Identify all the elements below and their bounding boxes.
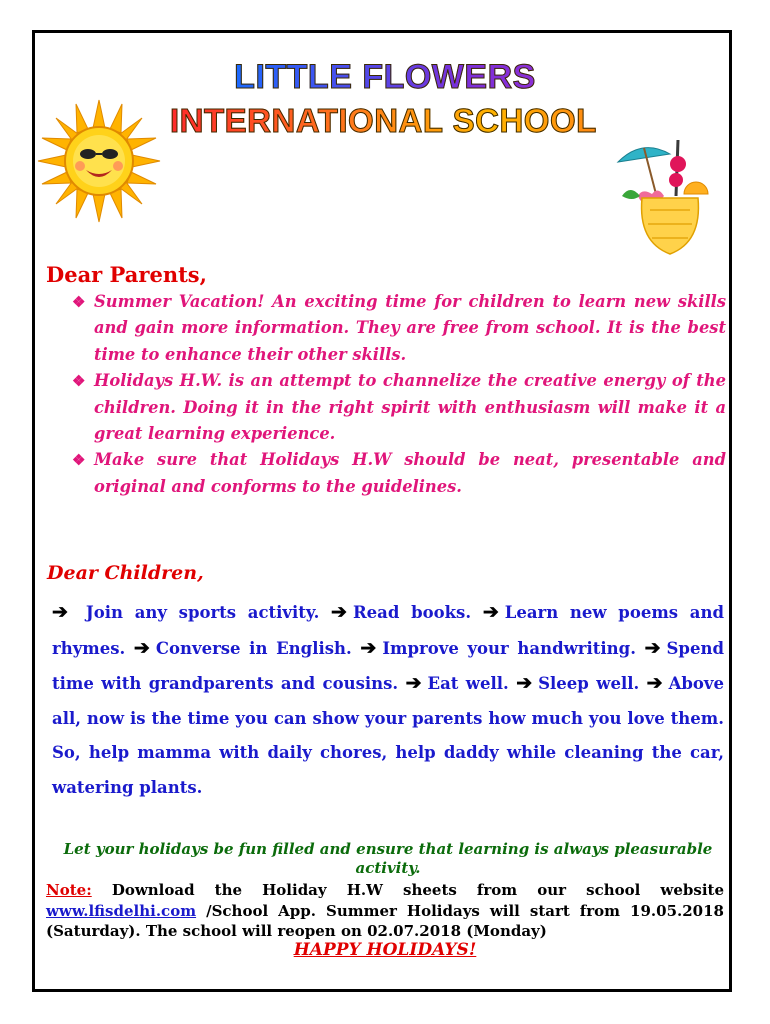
- right-arrow-icon: ➔: [133, 636, 150, 659]
- right-arrow-icon: ➔: [52, 601, 68, 623]
- diamond-bullet-icon: ❖: [72, 372, 86, 391]
- bullet-text: Make sure that Holidays H.W should be neat, presentable and original and conforms to the guidelines.: [94, 450, 726, 496]
- list-item: [70, 447, 726, 500]
- activity-text: Learn new poems and rhymes.: [52, 603, 724, 658]
- note-text: /School App. Summer Holidays will start from 19.05.2018 (Saturday). The school will reopen on 02.07.2018 (Monday): [46, 901, 724, 940]
- diamond-bullet-icon: ❖: [72, 451, 86, 470]
- right-arrow-icon: ➔: [646, 672, 663, 694]
- happy-holidays: HAPPY HOLIDAYS!: [293, 940, 477, 960]
- list-item: [70, 368, 726, 447]
- right-arrow-icon: ➔: [405, 672, 422, 694]
- note-paragraph: [46, 880, 724, 942]
- activity-text: Above all, now is the time you can show your parents how much you love them. So, help mamma with daily chores, help daddy while cleaning the car, watering plants.: [52, 674, 724, 797]
- bullet-text: Summer Vacation! An exciting time for children to learn new skills and gain more information. They are free from school. It is the best time to enhance their other skills.: [94, 292, 726, 364]
- bullet-text: Holidays H.W. is an attempt to channelize the creative energy of the children. Doing it in the right spirit with enthusiasm will make it a great learning experience.: [94, 371, 726, 444]
- right-arrow-icon: ➔: [482, 601, 499, 623]
- list-item: [70, 289, 726, 368]
- school-name-line2: INTERNATIONAL SCHOOL: [170, 102, 630, 140]
- note-text: Download the Holiday H.W sheets from our school website: [111, 881, 724, 899]
- note-label: Note:: [46, 881, 92, 899]
- website-link[interactable]: www.lfisdelhi.com: [46, 901, 197, 920]
- activity-text: Join any sports activity.: [85, 603, 320, 622]
- right-arrow-icon: ➔: [331, 601, 347, 623]
- activity-text: Read books.: [352, 603, 472, 622]
- right-arrow-icon: ➔: [360, 636, 377, 659]
- tropical-drink-icon: [612, 134, 712, 260]
- parents-bullet-list: [70, 289, 726, 500]
- dear-children-heading: Dear Children,: [47, 562, 204, 584]
- children-activities: [52, 595, 724, 805]
- activity-text: Improve your handwriting.: [382, 638, 636, 658]
- activity-text: Eat well.: [427, 674, 509, 693]
- right-arrow-icon: ➔: [516, 672, 533, 694]
- activity-text: Converse in English.: [155, 638, 352, 658]
- activity-text: Spend time with grandparents and cousins.: [52, 638, 724, 693]
- activity-text: Sleep well.: [538, 674, 640, 693]
- smiling-sun-icon: [36, 98, 162, 224]
- right-arrow-icon: ➔: [644, 636, 661, 659]
- school-name-line1: LITTLE FLOWERS: [0, 58, 770, 97]
- dear-parents-heading: Dear Parents,: [46, 262, 207, 287]
- diamond-bullet-icon: ❖: [72, 293, 86, 311]
- closing-message: Let your holidays be fun filled and ensure that learning is always pleasurable activity.: [63, 840, 713, 877]
